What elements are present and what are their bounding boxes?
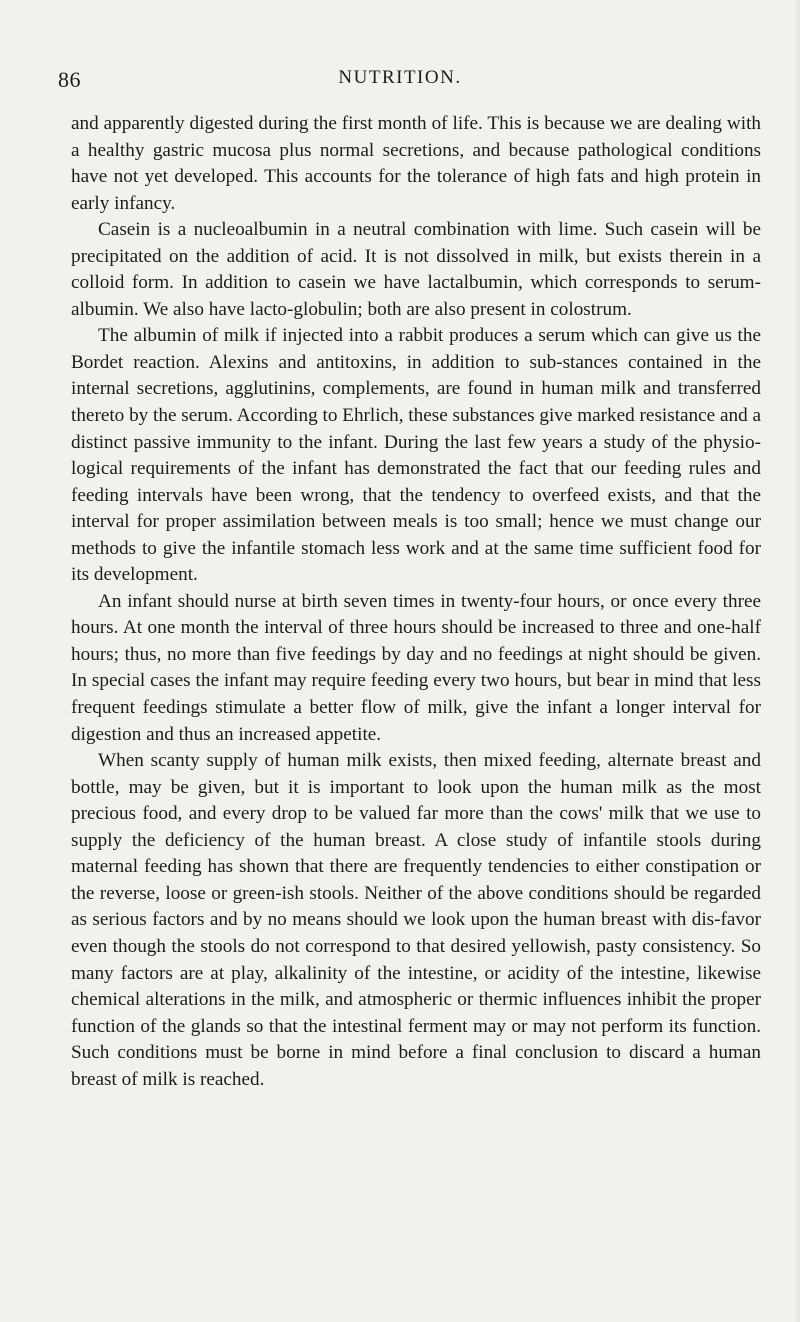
paragraph: An infant should nurse at birth seven times in twenty-four hours, or once every three hours. At one month the interval of three hours should be increased to three and one-half hours; thus, no more than five feedings by day and no feedings at night should be given. In special cases the infant may require feeding every two hours, but bear in mind that less frequent feedings stimulate a better flow of milk, give the infant a longer interval for digestion and thus an increased appetite.	[71, 590, 761, 745]
paragraph: The albumin of milk if injected into a rabbit produces a serum which can give us the Bordet reaction. Alexins and antitoxins, in addition to sub-stances contained in the internal secretions, agglutinins, complements, are found in human milk and transferred thereto by the serum. According to Ehrlich, these substances give marked resistance and a distinct passive immunity to the infant. During the last few years a study of the physio-logical requirements of the infant has demonstrated the fact that our feeding rules and feeding intervals have been wrong, that the tendency to overfeed exists, and that the interval for proper assimilation between meals is too small; hence we must change our methods to give the infantile stomach less work and at the same time sufficient food for its development.	[71, 325, 761, 586]
paragraph: and apparently digested during the first month of life. This is because we are dealing with a healthy gastric mucosa plus normal secretions, and because pathological conditions have not yet developed. This accounts for the tolerance of high fats and high protein in early infancy.	[71, 113, 761, 214]
page-number: 86	[58, 67, 81, 92]
running-title: NUTRITION.	[338, 67, 462, 88]
page-edge-shadow	[794, 0, 800, 1322]
paragraph: Casein is a nucleoalbumin in a neutral combination with lime. Such casein will be precipitated on the addition of acid. It is not dissolved in milk, but exists therein in a colloid form. In addition to casein we have lactalbumin, which corresponds to serum-albumin. We also have lacto-globulin; both are also present in colostrum.	[71, 219, 761, 320]
paragraph: When scanty supply of human milk exists, then mixed feeding, alternate breast and bottle, may be given, but it is important to look upon the human milk as the most precious food, and every drop to be valued far more than the cows' milk that we use to supply the deficiency of the human breast. A close study of infantile stools during maternal feeding has shown that there are frequently tendencies to either constipation or the reverse, loose or green-ish stools. Neither of the above conditions should be regarded as serious factors and by no means should we look upon the human breast with dis-favor even though the stools do not correspond to that desired yellowish, pasty consistency. So many factors are at play, alkalinity of the intestine, or acidity of the intestine, likewise chemical alterations in the milk, and atmospheric or thermic influences inhibit the proper function of the glands so that the intestinal ferment may or may not perform its function. Such conditions must be borne in mind before a final conclusion to discard a human breast of milk is reached.	[71, 750, 761, 1090]
body-text	[71, 111, 761, 1093]
